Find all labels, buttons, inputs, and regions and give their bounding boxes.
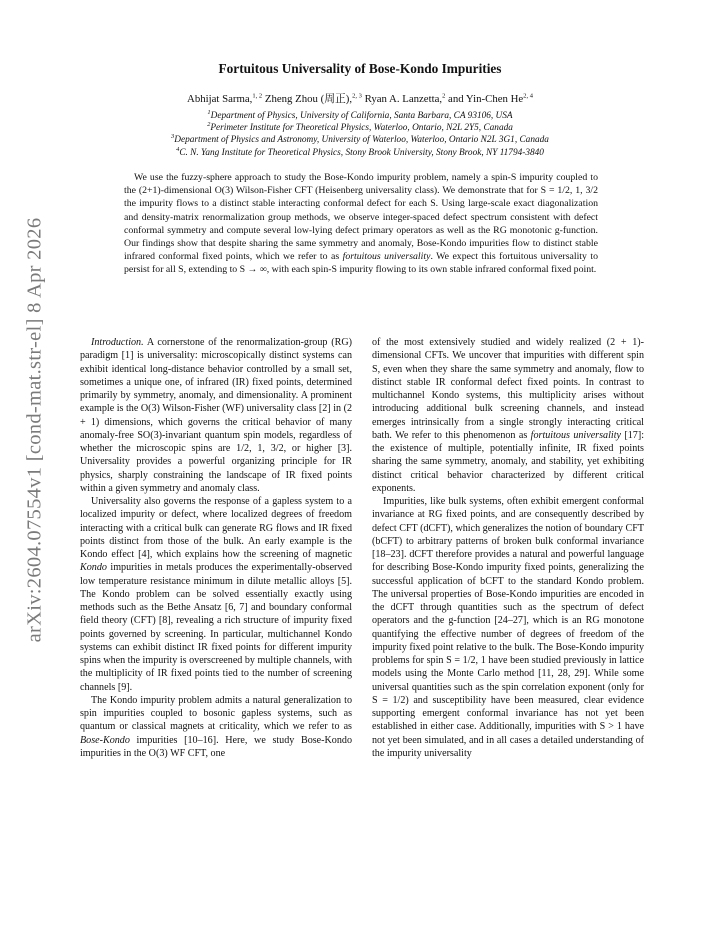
left-column [80, 336, 352, 760]
abstract-text-tail: . We expect this fortuitous universality to persist for all S, extending to S → ∞, with each spin-S impurity flowing to its own stable infrared conformal fixed point. [124, 251, 598, 276]
paragraph: Impurities, like bulk systems, often exhibit emergent conformal invariance at RG fixed points, and are consequently described by defect CFT (dCFT), which generalizes the notion of boundary CFT (bCFT) to arbitrary patterns of broken bulk conformal invariance [18–23]. dCFT therefore provides a natural and powerful language for describing Bose-Kondo impurity fixed points, generalizing the successful application of bCFT to the standard Kondo problem. The universal properties of Bose-Kondo impurities are encoded in the dCFT through quantities such as the spectrum of defect operators and the g-function [24–27], which is an RG monotone quantifying the effective number of degrees of freedom of the impurity fixed point relative to the bulk. The Bose-Kondo impurity problems for spin S = 1/2, 1 have been studied previously in lattice models using the Monte Carlo method [11, 28, 29]. While some universal quantities such as the spin correlation exponent (only for S = 1/2) and susceptibility have been measured, clear evidence supporting emergent conformal invariance has not yet been established in either case. Additionally, impurities with S > 1 have not yet been simulated, and in all cases a detailed understanding of the impurity universality [372, 496, 644, 759]
author-name: and Yin-Chen He [448, 93, 524, 105]
affiliation: $^4$C. N. Yang Institute for Theoretical Physics, Stony Brook University, Stony Brook, NY 11794-3840 [176, 145, 544, 158]
abstract-emphasis: fortuitous universality [342, 251, 431, 263]
affiliation: $^2$Perimeter Institute for Theoretical Physics, Waterloo, Ontario, N2L 2Y5, Canada [207, 121, 513, 134]
author-affil-mark: 2, 3 [352, 92, 362, 100]
paragraph: Introduction. A cornerstone of the renormalization-group (RG) paradigm [1] is universality: microscopically distinct systems can exhibit identical long-distance behavior controlled by a small set, sometimes a unique one, of infrared (IR) fixed points, determined primarily by symmetry, anomaly, and dimensionality. A prominent example is the O(3) Wilson-Fisher (WF) universality class [2] in (2 + 1) dimensions, which governs the critical behavior of many anomaly-free SO(3)-invariant quantum spin models, regardless of whether the microscopic spins are 1/2, 1, 3/2, or higher [3]. Universality provides a powerful organizing principle for IR physics, sharply constraining the landscape of IR fixed points within a given symmetry and anomaly class. [80, 337, 352, 494]
affiliation-list [0, 110, 720, 159]
paragraph: Universality also governs the response of a gapless system to a localized impurity or defect, where localized degrees of freedom interacting with a critical bulk can generate RG flows and IR fixed points distinct from those of the bulk. An early example is the Kondo effect [4], which explains how the screening of magnetic Kondo impurities in metals produces the experimentally-observed low temperature resistance minimum in dilute metallic alloys [5]. The Kondo problem can be solved essentially exactly using methods such as the Bethe Ansatz [6, 7] and boundary conformal field theory (CFT) [8], revealing a rich structure of impurity fixed points governed by screening. In particular, multichannel Kondo systems can exhibit distinct IR fixed points for different impurity spins when the impurity is overscreened by multiple channels, with the multiplicity of IR fixed points tied to the number of screening channels [9]. [80, 496, 352, 693]
affiliation: $^3$Department of Physics and Astronomy, University of Waterloo, Waterloo, Ontario N2L 3G1, Canada [171, 133, 549, 146]
paper-title: Fortuitous Universality of Bose-Kondo Impurities [218, 61, 502, 76]
author-affil-mark: 2 [442, 92, 446, 100]
section-heading: Introduction. [91, 337, 144, 348]
paragraph: of the most extensively studied and widely realized (2 + 1)-dimensional CFTs. We uncover that impurities with different spin S, even when they share the same symmetry and anomaly, flow to distinct stable IR conformal defect fixed points. In contrast to multichannel Kondo systems, this multiplicity arises without introducing additional bulk screening channels, and instead emerges intrinsically from a single strongly interacting critical bath. We refer to this phenomenon as fortuitous universality [17]: the existence of multiple, potentially infinite, IR fixed points sharing the same symmetry, anomaly, and stability, yet exhibiting distinct critical behavior characterized by different critical exponents. [372, 337, 644, 494]
author-affil-mark: 2, 4 [523, 92, 533, 100]
author-name: Abhijat Sarma, [187, 93, 253, 105]
right-column [372, 336, 644, 760]
abstract-text: We use the fuzzy-sphere approach to study the Bose-Kondo impurity problem, namely a spin-S impurity coupled to the (2+1)-dimensional O(3) Wilson-Fisher CFT (Heisenberg universality class). We demonstrate that for S = 1/2, 1, 3/2 the impurity flows to a distinct stable interacting conformal defect for each S. Using large-scale exact diagonalization and density-matrix renormalization group methods, we observe integer-spaced defect spectrum consistent with defect conformal symmetry and compute several low-lying defect primary operators as well as the RG monotonic g-function. Our findings show that despite sharing the same symmetry and anomaly, Bose-Kondo impurities flow to distinct stable infrared conformal fixed points, which we refer to as [124, 172, 598, 263]
affiliation: $^1$Department of Physics, University of California, Santa Barbara, CA 93106, USA [207, 108, 513, 121]
arxiv-id-text: arXiv:2604.07554v1 [cond-mat.str-el] 8 Apr 2026 [23, 217, 46, 643]
abstract [124, 171, 598, 277]
author-name: Ryan A. Lanzetta, [364, 93, 443, 105]
author-name: Zheng Zhou (周正), [264, 93, 353, 105]
author-affil-mark: 1, 2 [252, 92, 263, 100]
paragraph: The Kondo impurity problem admits a natural generalization to spin impurities coupled to bosonic gapless systems, such as quantum or classical magnets at criticality, which we refer to as Bose-Kondo impurities [10–16]. Here, we study Bose-Kondo impurities in the O(3) WF CFT, one [80, 694, 352, 759]
author-list [0, 91, 720, 106]
